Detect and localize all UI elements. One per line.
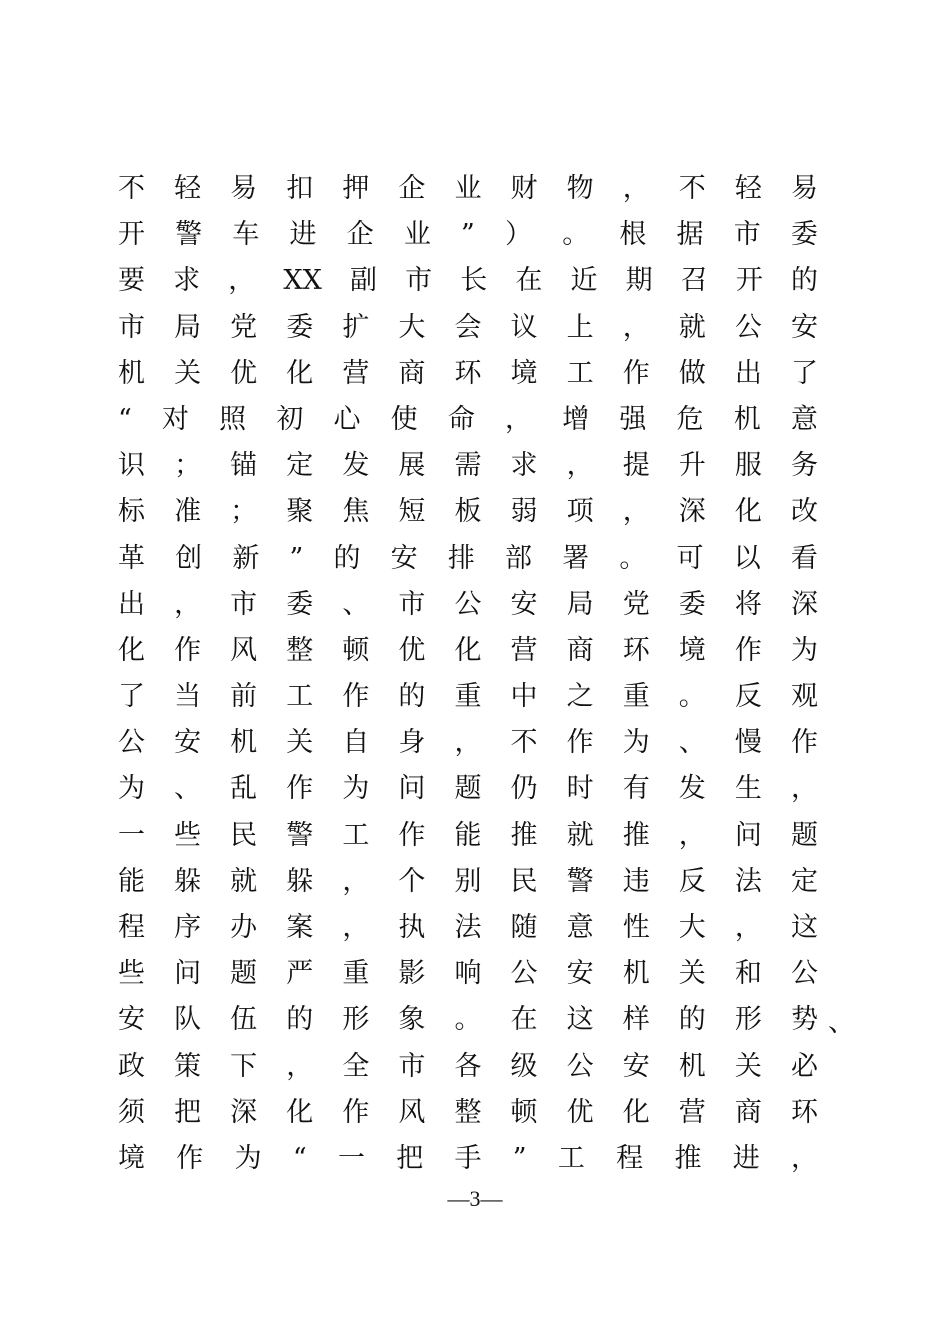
text-line: “ 对 照 初 心 使 命 ， 增 强 危 机 意 (118, 403, 818, 435)
text-line: 识 ； 锚 定 发 展 需 求 ， 提 升 服 务 (118, 450, 818, 482)
text-line: 市 局 党 委 扩 大 会 议 上 ， 就 公 安 (118, 311, 818, 343)
text-line: 政 策 下 ， 全 市 各 级 公 安 机 关 必 (118, 1050, 818, 1082)
text-line: 开 警 车 进 企 业 ” ） 。 根 据 市 委 (118, 219, 818, 251)
text-line: 要 求 ， XX 副 市 长 在 近 期 召 开 的 (118, 265, 818, 297)
text-line: 公 安 机 关 自 身 ， 不 作 为 、 慢 作 (118, 727, 818, 759)
text-line: 机 关 优 化 营 商 环 境 工 作 做 出 了 (118, 357, 818, 389)
text-line: 能 躲 就 躲 ， 个 别 民 警 违 反 法 定 (118, 865, 818, 897)
text-line: 化 作 风 整 顿 优 化 营 商 环 境 作 为 (118, 634, 818, 666)
text-line: 程 序 办 案 ， 执 法 随 意 性 大 ， 这 (118, 912, 818, 943)
text-line: 标 准 ； 聚 焦 短 板 弱 项 ， 深 化 改 (118, 496, 818, 528)
text-line: 境 作 为 “ 一 把 手 ” 工 程 推 进 ， (118, 1142, 818, 1174)
text-line: 须 把 深 化 作 风 整 顿 优 化 营 商 环 (118, 1096, 818, 1128)
text-line: 为 、 乱 作 为 问 题 仍 时 有 发 生 ， (118, 773, 818, 805)
text-line: 出 ， 市 委 、 市 公 安 局 党 委 将 深 (118, 588, 818, 620)
page-number: —3— (447, 1186, 503, 1211)
text-line: 安 队 伍 的 形 象 。 在 这 样 的 形 势 (118, 1004, 818, 1036)
overhang-punctuation: 、 (828, 1007, 855, 1038)
body-text (118, 166, 818, 1182)
text-line: 不 轻 易 扣 押 企 业 财 物 ， 不 轻 易 (118, 173, 818, 204)
text-line: 些 问 题 严 重 影 响 公 安 机 关 和 公 (118, 958, 818, 990)
text-line: 了 当 前 工 作 的 重 中 之 重 。 反 观 (118, 681, 818, 713)
text-line: 一 些 民 警 工 作 能 推 就 推 ， 问 题 (118, 819, 818, 851)
text-line: 革 创 新 ” 的 安 排 部 署 。 可 以 看 (118, 542, 818, 574)
